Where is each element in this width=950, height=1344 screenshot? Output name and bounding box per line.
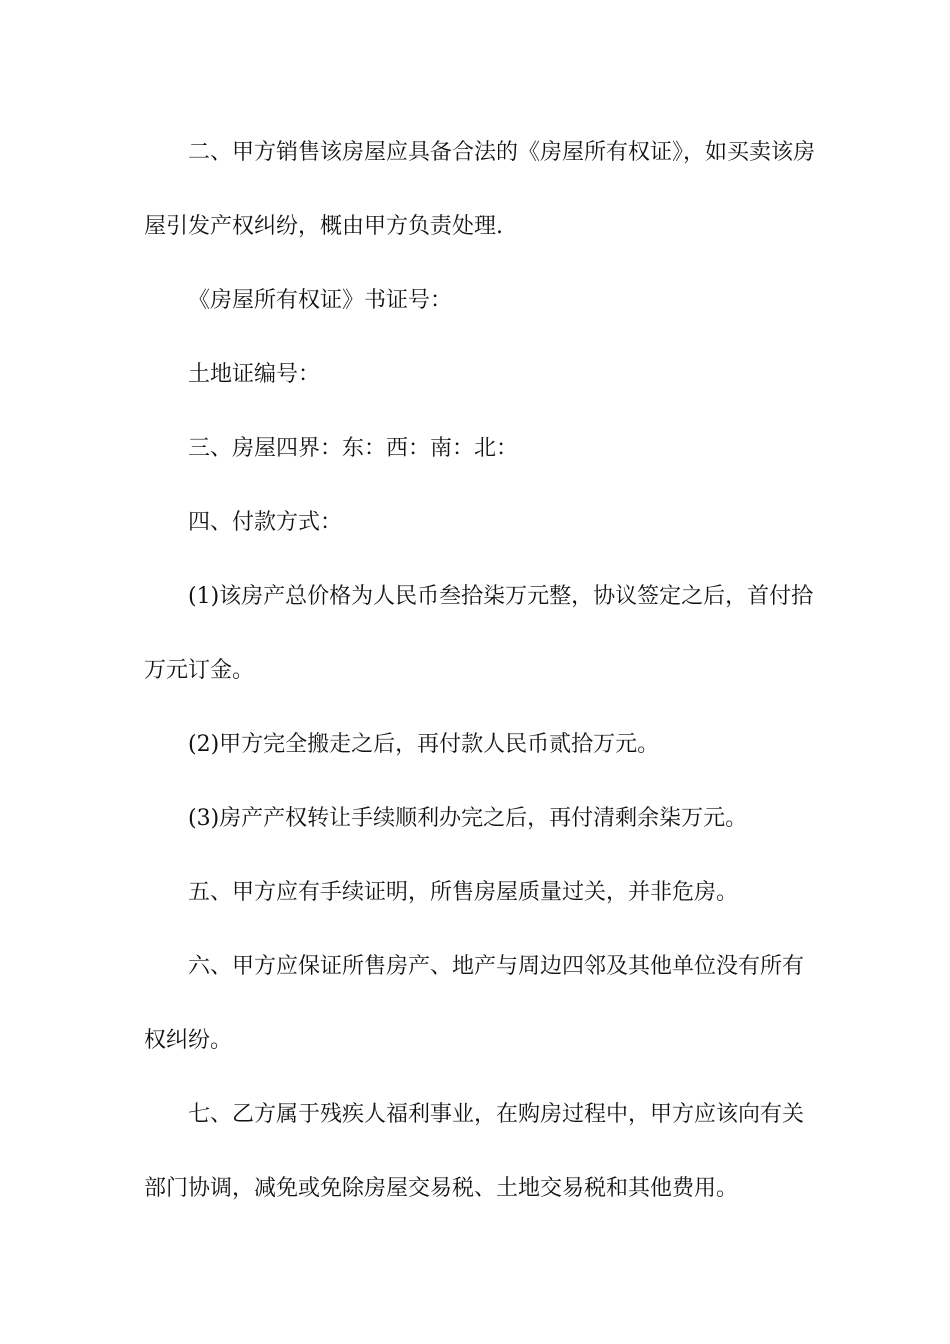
clause-three: 三、房屋四界：东：西：南：北： — [188, 436, 519, 461]
clause-two: 二、甲方销售该房屋应具备合法的《房屋所有权证》，如买卖该房屋引发产权纠纷，概由甲方负责处理. — [144, 140, 816, 239]
clause-six: 六、甲方应保证所售房产、地产与周边四邻及其他单位没有所有权纠纷。 — [144, 954, 805, 1053]
clause-seven: 七、乙方属于残疾人福利事业，在购房过程中，甲方应该向有关部门协调，减免或免除房屋交易税、土地交易税和其他费用。 — [144, 1102, 805, 1201]
land-cert-number: 土地证编号： — [188, 362, 321, 387]
clause-five: 五、甲方应有手续证明，所售房屋质量过关，并非危房。 — [188, 880, 739, 905]
clause-four: 四、付款方式： — [188, 510, 343, 535]
payment-item-3: (3)房产产权转让手续顺利办完之后，再付清剩余柒万元。 — [188, 806, 748, 831]
payment-item-2: (2)甲方完全搬走之后，再付款人民币贰拾万元。 — [188, 732, 660, 757]
property-cert-number: 《房屋所有权证》书证号： — [188, 288, 453, 313]
payment-item-1: (1)该房产总价格为人民币叁拾柒万元整，协议签定之后，首付拾万元订金。 — [144, 584, 814, 683]
